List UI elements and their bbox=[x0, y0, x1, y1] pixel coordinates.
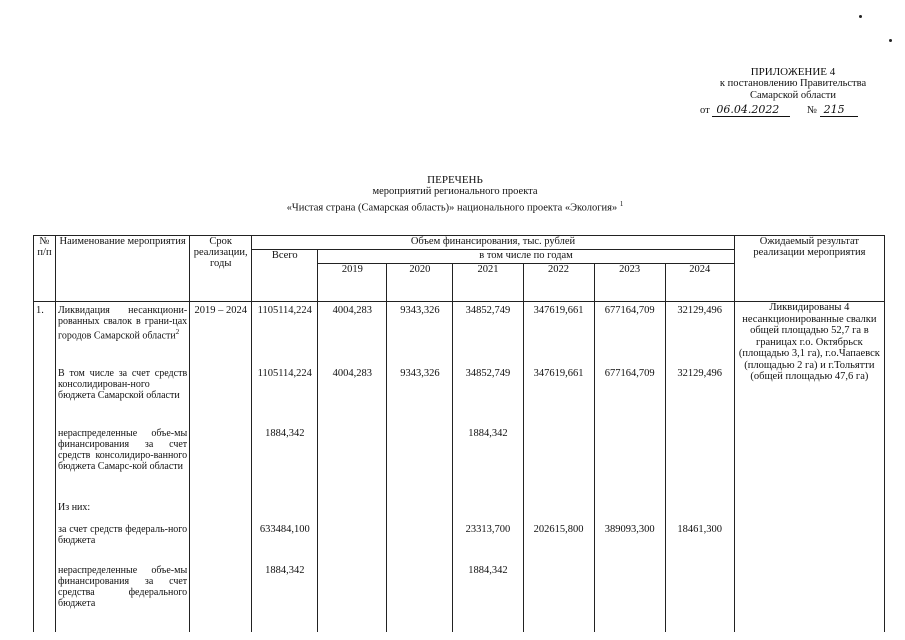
header-year: 2021 bbox=[453, 264, 523, 302]
cell-value: 1884,342 bbox=[468, 428, 508, 439]
cell-total: 633484,100 bbox=[259, 524, 310, 535]
appendix-line: Самарской области bbox=[750, 90, 836, 101]
cell-value: 23313,700 bbox=[465, 524, 511, 535]
project-name: «Чистая страна (Самарская область)» национального проекта «Экология» bbox=[286, 202, 618, 214]
header-year: 2020 bbox=[387, 264, 453, 302]
scan-speck bbox=[859, 15, 862, 18]
cell-value: 34852,749 bbox=[465, 305, 511, 316]
row-term: 2019 – 2024 bbox=[190, 302, 252, 632]
handwritten-date: 06.04.2022 bbox=[712, 104, 790, 117]
cell-value: 34852,749 bbox=[465, 368, 511, 379]
footnote-marker: 1 bbox=[619, 200, 624, 208]
appendix-signature-line bbox=[700, 104, 886, 117]
header-year: 2019 bbox=[318, 264, 387, 302]
cell-value: 677164,709 bbox=[604, 305, 655, 316]
table-row bbox=[34, 302, 885, 632]
header-total: Всего bbox=[252, 250, 318, 302]
title-line: ПЕРЕЧЕНЬ bbox=[427, 174, 483, 186]
item-name: Ликвидация несанкциони-рованных свалок в грани-цах городов Самарской области$^2$ bbox=[58, 305, 188, 342]
number-label: № bbox=[806, 105, 817, 116]
cell-value: 347619,661 bbox=[533, 305, 584, 316]
year-column bbox=[318, 302, 387, 632]
header-result: Ожидаемый результат реализации мероприятия bbox=[734, 236, 884, 302]
item-name: нераспределенные объе-мы финансирования за счет средства федерального бюджета bbox=[58, 565, 188, 609]
cell-value: 389093,300 bbox=[604, 524, 655, 535]
cell-value: 32129,496 bbox=[677, 305, 723, 316]
header-by-years: в том числе по годам bbox=[318, 250, 734, 264]
title-line bbox=[200, 198, 710, 215]
from-label: от bbox=[700, 105, 710, 116]
expected-result: Ликвидированы 4 несанкционированные свалки общей площадью 52,7 га в границах г.о. Октябрьск (площадью 3,1 га), г.о.Чапаевск (площадью 2 га) и г.Тольятти (общей площадью 47,6 га) bbox=[734, 302, 884, 632]
cell-value: 4004,283 bbox=[332, 305, 373, 316]
cell-value: 677164,709 bbox=[604, 368, 655, 379]
cell-total: 1105114,224 bbox=[257, 368, 312, 379]
year-column bbox=[523, 302, 594, 632]
appendix-line: к постановлению Правительства bbox=[719, 78, 867, 89]
cell-value: 347619,661 bbox=[533, 368, 584, 379]
header-year: 2024 bbox=[665, 264, 734, 302]
appendix-block bbox=[700, 66, 886, 117]
year-column bbox=[594, 302, 665, 632]
cell-value: 4004,283 bbox=[332, 368, 373, 379]
item-name: за счет средств федераль-ного бюджета bbox=[58, 524, 188, 546]
header-financing: Объем финансирования, тыс. рублей bbox=[252, 236, 735, 250]
row-num: 1. bbox=[34, 302, 56, 632]
cell-value: 9343,326 bbox=[400, 368, 440, 379]
year-column bbox=[453, 302, 523, 632]
appendix-title: ПРИЛОЖЕНИЕ 4 bbox=[750, 66, 836, 78]
cell-value: 18461,300 bbox=[677, 524, 723, 535]
header-num: № п/п bbox=[34, 236, 56, 302]
cell-total: 1884,342 bbox=[265, 565, 305, 576]
cell-value: 9343,326 bbox=[400, 305, 440, 316]
names-column bbox=[56, 302, 190, 632]
cell-value: 202615,800 bbox=[533, 524, 584, 535]
handwritten-number: 215 bbox=[820, 104, 858, 117]
footnote-marker: 2 bbox=[175, 328, 180, 336]
year-column bbox=[387, 302, 453, 632]
cell-value: 32129,496 bbox=[677, 368, 723, 379]
item-name: Из них: bbox=[58, 502, 91, 513]
cell-value: 1884,342 bbox=[468, 565, 508, 576]
header-year: 2023 bbox=[594, 264, 665, 302]
document-title bbox=[200, 174, 710, 215]
cell-total: 1884,342 bbox=[265, 428, 305, 439]
header-term: Срок реализации, годы bbox=[190, 236, 252, 302]
scan-speck bbox=[889, 39, 892, 42]
title-line: мероприятий регионального проекта bbox=[372, 186, 538, 197]
item-name: В том числе за счет средств консолидирован-ного бюджета Самарской области bbox=[58, 368, 188, 401]
header-year: 2022 bbox=[523, 264, 594, 302]
financing-table bbox=[33, 235, 885, 632]
year-column bbox=[665, 302, 734, 632]
header-name: Наименование мероприятия bbox=[56, 236, 190, 302]
item-name: нераспределенные объе-мы финансирования за счет средств консолидиро-ванного бюджета Самарс-кой области bbox=[58, 428, 188, 472]
total-column bbox=[252, 302, 318, 632]
cell-total: 1105114,224 bbox=[257, 305, 312, 316]
